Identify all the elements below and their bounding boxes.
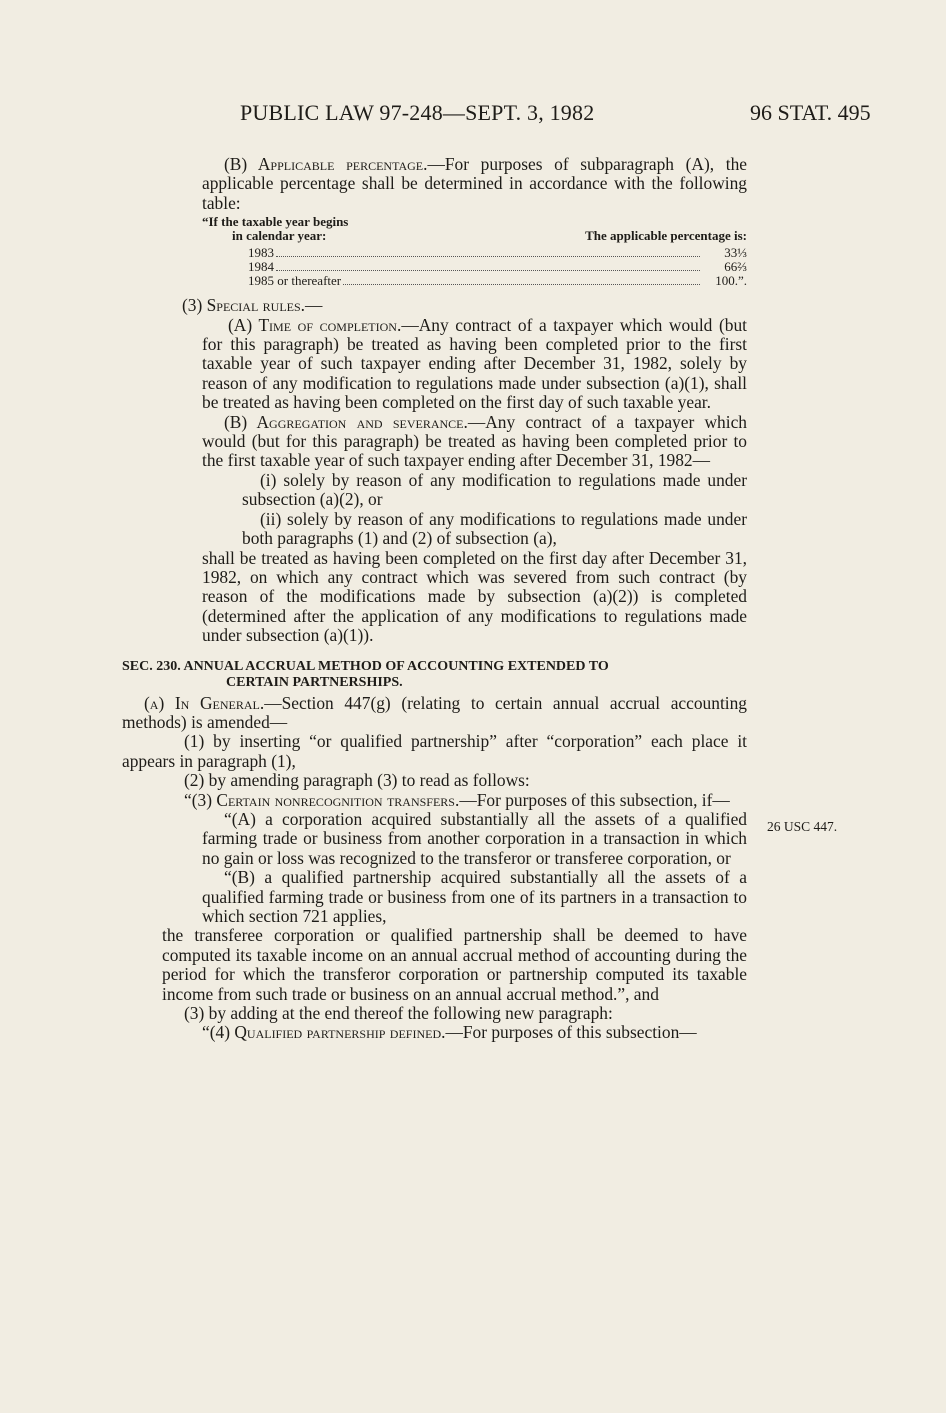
table-row — [122, 274, 747, 288]
subparagraph-text: —Any contract of a taxpayer which would (but for this paragraph) be treated as having been completed prior to the first taxable year of such taxpayer ending after December 31, 1982— — [202, 411, 747, 471]
subparagraph-b-tail: shall be treated as having been completed on the first day after December 31, 1982, on which any contract which was severed from such contract (by reason of the modifications made by subsection (a)(2)) is completed (determined after the application of any modifications to regulations made under subsection (a)(1)). — [202, 547, 747, 646]
subparagraph-heading: (B) Aggregation and severance. — [224, 411, 468, 432]
paragraph-3-heading — [122, 296, 747, 315]
table-row — [122, 260, 747, 274]
clause-ii: (ii) solely by reason of any modifications to regulations made under both paragraphs (1) and (2) of subsection (a), — [242, 508, 747, 549]
quoted-text: —For purposes of this subsection— — [445, 1022, 697, 1043]
quoted-heading: “(3) Certain nonrecognition transfers. — [184, 789, 460, 810]
subparagraph-a-time — [122, 316, 747, 413]
table-col-year: in calendar year: — [232, 228, 327, 244]
subparagraph-b-aggregation — [122, 413, 747, 471]
quoted-text: —For purposes of this subsection, if— — [459, 789, 730, 810]
table-cell-percentage: 100.”. — [715, 273, 747, 289]
quoted-paragraph-3-tail: the transferee corporation or qualified partnership shall be deemed to have computed its taxable income on an annual accrual method of accounting during the period for which the transferor corporation or partnership computed its taxable income from such trade or business on an annual accrual method.”, and — [162, 925, 747, 1004]
section-heading-line1: SEC. 230. ANNUAL ACCRUAL METHOD OF ACCOUNTING EXTENDED TO — [122, 658, 609, 674]
paragraph-heading: (3) Special rules. — [182, 295, 305, 316]
subparagraph-text: —For purposes of subparagraph (A), the applicable percentage shall be determined in accordance with the following table: — [202, 154, 748, 213]
quoted-heading: “(4) Qualified partnership defined. — [202, 1022, 446, 1043]
amendment-item-3: (3) by adding at the end thereof the following new paragraph: — [184, 1003, 613, 1024]
section-heading — [122, 659, 747, 691]
table-col-percentage: The applicable percentage is: — [585, 228, 747, 244]
quoted-paragraph-4 — [122, 1023, 747, 1042]
leader-dots — [276, 270, 700, 271]
leader-dots — [343, 284, 700, 285]
subsection-heading: (a) In General. — [144, 692, 265, 713]
table-cell-year: 1983 — [248, 245, 274, 261]
table-intro: “If the taxable year begins — [202, 214, 349, 230]
table-header — [122, 229, 747, 243]
leader-dots — [276, 256, 700, 257]
quoted-subparagraph-a: “(A) a corporation acquired substantially all the assets of a qualified farming trade or business from another corporation in a transaction in which no gain or loss was recognized to the transferor or transferee corporation, or — [202, 808, 747, 868]
clause-i: (i) solely by reason of any modification to regulations made under subsection (a)(2), or — [242, 469, 747, 510]
heading-dash: — — [305, 295, 323, 316]
table-cell-percentage: 33⅓ — [724, 245, 747, 261]
table-cell-percentage: 66⅔ — [724, 259, 747, 275]
subparagraph-heading: (B) Applicable percentage. — [224, 154, 428, 174]
amendment-item-2: (2) by amending paragraph (3) to read as follows: — [184, 770, 530, 791]
body-text — [122, 155, 747, 1043]
subparagraph-text: —Any contract of a taxpayer which would (but for this paragraph) be treated as having been completed prior to the first taxable year of such taxpayer ending after December 31, 1982, solely by reason of any modification to regulations made under subsection (a)(1), shall be treated as having been completed on the first day of such taxable year. — [202, 314, 747, 413]
table-row — [122, 246, 747, 260]
subparagraph-heading: (A) Time of completion. — [228, 314, 402, 335]
margin-citation: 26 USC 447. — [767, 819, 838, 834]
section-heading-line2: CERTAIN PARTNERSHIPS. — [226, 674, 403, 690]
subsection-a-general — [122, 694, 747, 733]
subsection-text: —Section 447(g) (relating to certain annual accrual accounting methods) is amended— — [122, 692, 748, 732]
amendment-item-1: (1) by inserting “or qualified partnership” after “corporation” each place it appears in paragraph (1), — [122, 731, 747, 771]
subparagraph-b-applicable — [122, 155, 747, 213]
quoted-subparagraph-b: “(B) a qualified partnership acquired substantially all the assets of a qualified farming trade or business from one of its partners in a transaction to which section 721 applies, — [202, 867, 747, 926]
running-header-title: PUBLIC LAW 97-248—SEPT. 3, 1982 — [240, 100, 595, 125]
quoted-paragraph-3 — [122, 791, 747, 810]
table-cell-year: 1985 or thereafter — [248, 273, 342, 289]
table-cell-year: 1984 — [248, 259, 274, 275]
statute-page-number: 96 STAT. 495 — [750, 100, 871, 125]
